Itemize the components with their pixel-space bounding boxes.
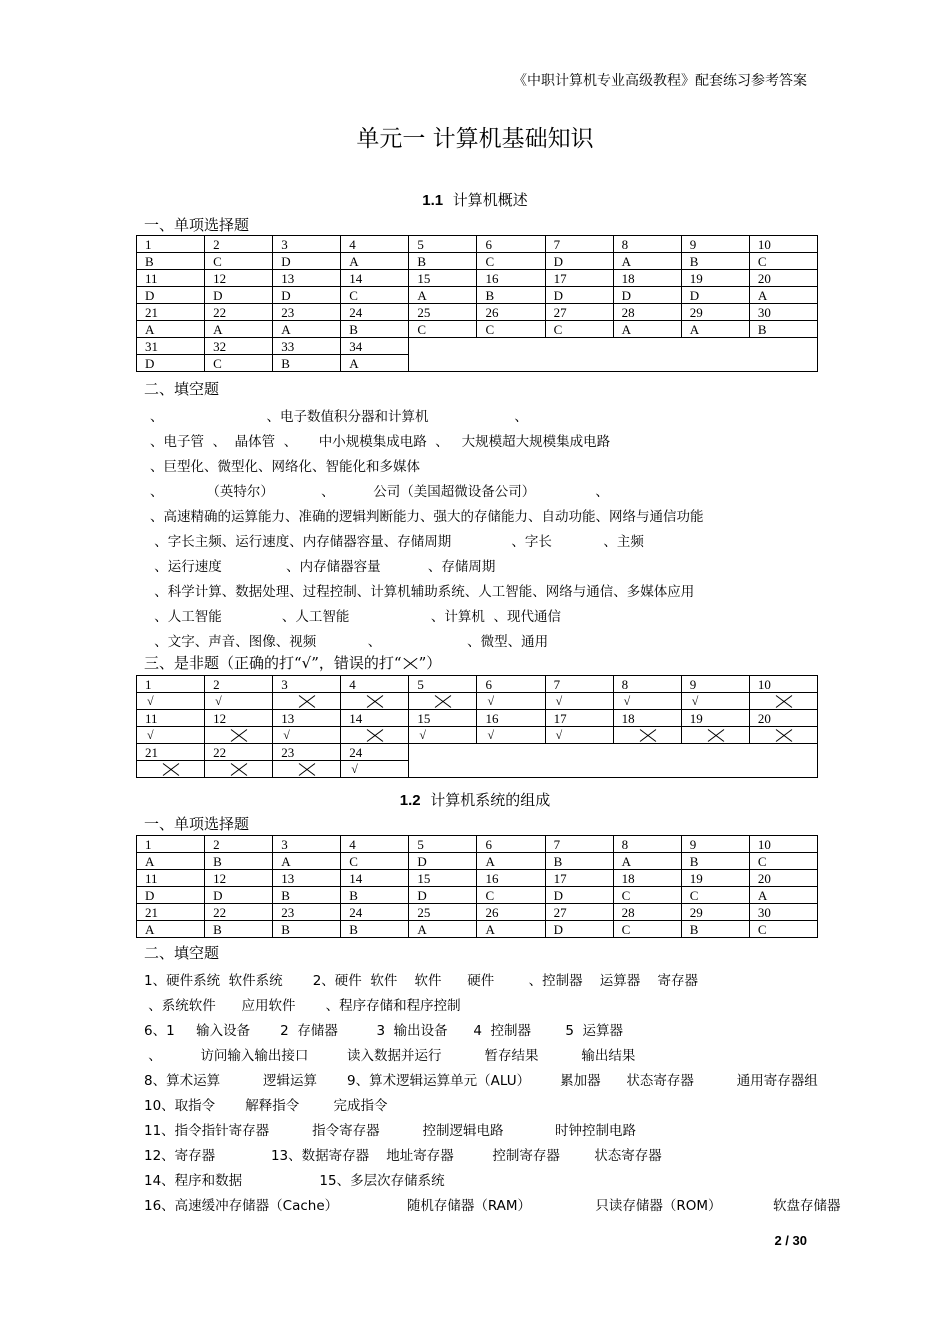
fill-answer-line: 12、寄存器 13、数据寄存器 地址寄存器 控制寄存器 状态寄存器 bbox=[144, 1148, 662, 1164]
table-cell: 2 bbox=[205, 836, 273, 853]
empty-merged-cell bbox=[409, 338, 818, 372]
cross-mark-icon bbox=[775, 695, 792, 708]
section-number: 1.1 bbox=[422, 192, 444, 209]
table-cell: D bbox=[545, 253, 613, 270]
table-cell: 18 bbox=[613, 710, 681, 727]
table-cell: 14 bbox=[341, 270, 409, 287]
table-cell: 16 bbox=[477, 870, 545, 887]
table-cell: 9 bbox=[681, 676, 749, 693]
unit-title: 单元一 计算机基础知识 bbox=[356, 126, 594, 152]
table-cell: D bbox=[545, 921, 613, 938]
table-cell: A bbox=[613, 853, 681, 870]
table-cell: 22 bbox=[205, 904, 273, 921]
table-cell: 6 bbox=[477, 676, 545, 693]
check-mark: √ bbox=[351, 761, 358, 776]
s1-fill-heading: 二、填空题 bbox=[144, 380, 220, 398]
table-cell: C bbox=[205, 253, 273, 270]
check-mark: √ bbox=[555, 727, 563, 742]
table-cell bbox=[341, 761, 409, 778]
table-cell: 31 bbox=[137, 338, 205, 355]
fill-answer-line: 6、1 输入设备 2 存储器 3 输出设备 4 控制器 5 运算器 bbox=[144, 1023, 624, 1039]
table-cell: 10 bbox=[749, 836, 817, 853]
table-cell: 8 bbox=[613, 676, 681, 693]
table-cell bbox=[137, 727, 205, 744]
table-cell: 13 bbox=[273, 870, 341, 887]
table-cell: 4 bbox=[341, 676, 409, 693]
table-cell: 5 bbox=[409, 236, 477, 253]
s1-truefalse-answer-table bbox=[136, 675, 818, 778]
table-cell bbox=[477, 693, 545, 710]
table-cell: B bbox=[273, 921, 341, 938]
table-cell: 10 bbox=[749, 676, 817, 693]
table-cell: B bbox=[545, 853, 613, 870]
table-cell bbox=[137, 761, 205, 778]
table-cell bbox=[545, 727, 613, 744]
table-cell: B bbox=[749, 321, 817, 338]
table-cell: 4 bbox=[341, 836, 409, 853]
table-cell: A bbox=[273, 853, 341, 870]
table-row bbox=[137, 887, 818, 904]
table-row bbox=[137, 921, 818, 938]
running-header: 《中职计算机专业高级教程》配套练习参考答案 bbox=[513, 73, 807, 89]
table-cell: D bbox=[409, 853, 477, 870]
table-cell: 6 bbox=[477, 236, 545, 253]
fill-answer-line: 、运行速度 、内存储器容量 、存储周期 bbox=[150, 559, 496, 575]
cross-mark-icon bbox=[366, 695, 383, 708]
table-cell: B bbox=[273, 887, 341, 904]
check-mark: √ bbox=[147, 727, 154, 742]
table-cell: A bbox=[749, 287, 817, 304]
table-cell: 12 bbox=[205, 710, 273, 727]
table-cell: 11 bbox=[137, 270, 205, 287]
table-cell: 3 bbox=[273, 836, 341, 853]
check-mark: √ bbox=[283, 727, 290, 742]
table-cell bbox=[341, 727, 409, 744]
table-cell: 24 bbox=[341, 744, 409, 761]
table-cell bbox=[341, 693, 409, 710]
table-cell: 13 bbox=[273, 710, 341, 727]
table-cell: B bbox=[341, 321, 409, 338]
table-row bbox=[137, 853, 818, 870]
table-cell: 30 bbox=[749, 304, 817, 321]
table-cell: 27 bbox=[545, 904, 613, 921]
check-mark: √ bbox=[555, 693, 563, 708]
table-cell: 27 bbox=[545, 304, 613, 321]
table-cell: 17 bbox=[545, 870, 613, 887]
section-name: 计算机系统的组成 bbox=[430, 791, 551, 809]
table-cell: A bbox=[341, 355, 409, 372]
table-cell: C bbox=[477, 887, 545, 904]
empty-merged-cell bbox=[409, 744, 818, 778]
table-cell: 22 bbox=[205, 744, 273, 761]
fill-answer-line: 、电子管 、 晶体管 、 中小规模集成电路 、 大规模超大规模集成电路 bbox=[150, 434, 611, 450]
fill-answer-line: 、人工智能 、人工智能 、计算机 、现代通信 bbox=[150, 609, 561, 625]
table-cell: 20 bbox=[749, 710, 817, 727]
table-cell: B bbox=[477, 287, 545, 304]
table-row bbox=[137, 287, 818, 304]
table-cell: D bbox=[205, 887, 273, 904]
cross-mark-icon bbox=[298, 695, 315, 708]
table-cell: 12 bbox=[205, 870, 273, 887]
table-row bbox=[137, 870, 818, 887]
check-mark: √ bbox=[147, 693, 154, 708]
fill-answer-line: 16、高速缓冲存储器（Cache） 随机存储器（RAM） 只读存储器（ROM） 软盘存储器 bbox=[144, 1198, 841, 1214]
table-cell: 15 bbox=[409, 710, 477, 727]
table-row bbox=[137, 904, 818, 921]
table-cell: A bbox=[681, 321, 749, 338]
table-cell: 21 bbox=[137, 304, 205, 321]
table-cell bbox=[205, 693, 273, 710]
table-row bbox=[137, 836, 818, 853]
check-mark: √ bbox=[487, 727, 495, 742]
s1-truefalse-heading: 三、是非题（正确的打“√”，错误的打“ ”） bbox=[144, 654, 442, 672]
table-row bbox=[137, 710, 818, 727]
table-cell bbox=[409, 727, 477, 744]
table-cell: B bbox=[137, 253, 205, 270]
table-cell: 21 bbox=[137, 744, 205, 761]
check-mark: √ bbox=[487, 693, 495, 708]
table-cell: 23 bbox=[273, 304, 341, 321]
table-cell: 28 bbox=[613, 904, 681, 921]
table-cell: C bbox=[749, 853, 817, 870]
table-row bbox=[137, 253, 818, 270]
table-cell: 34 bbox=[341, 338, 409, 355]
check-mark: √ bbox=[215, 693, 222, 708]
table-cell: 8 bbox=[613, 836, 681, 853]
table-cell: 1 bbox=[137, 676, 205, 693]
table-cell: A bbox=[409, 287, 477, 304]
table-cell: C bbox=[545, 321, 613, 338]
fill-answer-line: 、 、电子数值积分器和计算机 、 bbox=[150, 409, 528, 425]
table-cell: 18 bbox=[613, 870, 681, 887]
table-cell: 21 bbox=[137, 904, 205, 921]
table-cell: A bbox=[477, 921, 545, 938]
table-cell bbox=[205, 761, 273, 778]
cross-mark-icon bbox=[434, 695, 451, 708]
table-cell: B bbox=[205, 853, 273, 870]
table-cell: B bbox=[205, 921, 273, 938]
table-cell bbox=[409, 693, 477, 710]
table-cell: 14 bbox=[341, 710, 409, 727]
table-cell: D bbox=[205, 287, 273, 304]
table-cell: C bbox=[749, 921, 817, 938]
table-row bbox=[137, 744, 818, 761]
table-cell: D bbox=[409, 887, 477, 904]
table-cell: 26 bbox=[477, 304, 545, 321]
fill-answer-line: 、 （英特尔） 、 公司（美国超微设备公司） 、 bbox=[150, 484, 609, 500]
table-cell: D bbox=[273, 253, 341, 270]
table-cell: 24 bbox=[341, 304, 409, 321]
cross-mark-icon bbox=[162, 763, 179, 776]
table-cell: C bbox=[409, 321, 477, 338]
table-cell: C bbox=[341, 853, 409, 870]
table-cell: A bbox=[613, 253, 681, 270]
table-cell: A bbox=[613, 321, 681, 338]
table-cell: 11 bbox=[137, 870, 205, 887]
fill-answer-line: 11、指令指针寄存器 指令寄存器 控制逻辑电路 时钟控制电路 bbox=[144, 1123, 636, 1139]
check-mark: √ bbox=[419, 727, 426, 742]
table-cell: D bbox=[545, 887, 613, 904]
fill-answer-line: 、系统软件 应用软件 、程序存储和程序控制 bbox=[144, 998, 461, 1014]
table-cell: C bbox=[341, 287, 409, 304]
cross-mark-icon bbox=[707, 729, 724, 742]
table-cell: D bbox=[137, 355, 205, 372]
table-cell: 16 bbox=[477, 710, 545, 727]
table-cell: 15 bbox=[409, 870, 477, 887]
check-mark: √ bbox=[301, 654, 312, 672]
table-cell: 1 bbox=[137, 236, 205, 253]
table-cell: 5 bbox=[409, 836, 477, 853]
fill-answer-line: 1、硬件系统 软件系统 2、硬件 软件 软件 硬件 、控制器 运算器 寄存器 bbox=[144, 973, 698, 989]
fill-answer-line: 、字长主频、运行速度、内存储器容量、存储周期 、字长 、主频 bbox=[150, 534, 644, 550]
cross-mark-icon bbox=[639, 729, 656, 742]
table-cell: 12 bbox=[205, 270, 273, 287]
table-cell: B bbox=[681, 853, 749, 870]
table-cell: 29 bbox=[681, 904, 749, 921]
table-cell: 19 bbox=[681, 710, 749, 727]
s2-fill-heading: 二、填空题 bbox=[144, 944, 220, 962]
s2-choice-heading: 一、单项选择题 bbox=[144, 815, 250, 833]
table-cell: B bbox=[681, 921, 749, 938]
table-cell: 4 bbox=[341, 236, 409, 253]
table-cell: 24 bbox=[341, 904, 409, 921]
table-cell bbox=[273, 693, 341, 710]
table-cell: 19 bbox=[681, 270, 749, 287]
table-cell: B bbox=[681, 253, 749, 270]
table-cell: D bbox=[137, 887, 205, 904]
table-row bbox=[137, 727, 818, 744]
fill-answer-line: 、科学计算、数据处理、过程控制、计算机辅助系统、人工智能、网络与通信、多媒体应用 bbox=[150, 584, 695, 600]
table-cell: D bbox=[137, 287, 205, 304]
table-cell: B bbox=[273, 355, 341, 372]
table-cell: B bbox=[341, 921, 409, 938]
table-cell: 9 bbox=[681, 836, 749, 853]
table-cell: 1 bbox=[137, 836, 205, 853]
table-cell: B bbox=[341, 887, 409, 904]
table-cell: 7 bbox=[545, 676, 613, 693]
page-number: 2 / 30 bbox=[774, 1233, 807, 1248]
table-cell: 23 bbox=[273, 904, 341, 921]
table-cell: 16 bbox=[477, 270, 545, 287]
table-cell: 10 bbox=[749, 236, 817, 253]
table-cell bbox=[273, 727, 341, 744]
table-cell: D bbox=[545, 287, 613, 304]
table-cell bbox=[749, 727, 817, 744]
section-1-2-heading bbox=[0, 789, 950, 810]
check-mark: √ bbox=[691, 693, 699, 708]
table-cell: 25 bbox=[409, 904, 477, 921]
table-cell bbox=[749, 693, 817, 710]
table-cell: 20 bbox=[749, 870, 817, 887]
cross-mark-icon bbox=[403, 657, 418, 669]
table-row bbox=[137, 338, 818, 355]
table-cell: 14 bbox=[341, 870, 409, 887]
fill-answer-line: 、巨型化、微型化、网络化、智能化和多媒体 bbox=[150, 459, 420, 475]
table-row bbox=[137, 304, 818, 321]
fill-answer-line: 14、程序和数据 15、多层次存储系统 bbox=[144, 1173, 445, 1189]
table-cell: D bbox=[273, 287, 341, 304]
table-cell: A bbox=[477, 853, 545, 870]
section-name: 计算机概述 bbox=[452, 191, 528, 209]
table-cell: 15 bbox=[409, 270, 477, 287]
table-row bbox=[137, 270, 818, 287]
table-cell: 29 bbox=[681, 304, 749, 321]
table-cell: 19 bbox=[681, 870, 749, 887]
section-1-1-heading bbox=[0, 189, 950, 210]
fill-answer-line: 、 访问输入输出接口 读入数据并运行 暂存结果 输出结果 bbox=[144, 1048, 636, 1064]
table-cell: D bbox=[613, 287, 681, 304]
check-mark: √ bbox=[623, 693, 631, 708]
table-cell: 28 bbox=[613, 304, 681, 321]
table-cell: 9 bbox=[681, 236, 749, 253]
table-cell bbox=[681, 693, 749, 710]
fill-answer-line: 10、取指令 解释指令 完成指令 bbox=[144, 1098, 388, 1114]
table-cell: 13 bbox=[273, 270, 341, 287]
s1-choice-heading: 一、单项选择题 bbox=[144, 216, 250, 234]
table-cell bbox=[613, 693, 681, 710]
cross-mark-icon bbox=[230, 763, 247, 776]
cross-mark-icon bbox=[366, 729, 383, 742]
table-cell: A bbox=[409, 921, 477, 938]
table-cell bbox=[477, 727, 545, 744]
cross-mark-icon bbox=[775, 729, 792, 742]
s2-choice-answer-table bbox=[136, 835, 818, 938]
table-row bbox=[137, 676, 818, 693]
table-cell: C bbox=[477, 253, 545, 270]
table-cell: 33 bbox=[273, 338, 341, 355]
table-cell: 3 bbox=[273, 676, 341, 693]
table-cell: A bbox=[205, 321, 273, 338]
table-cell: 7 bbox=[545, 836, 613, 853]
table-cell: 18 bbox=[613, 270, 681, 287]
table-cell: D bbox=[681, 287, 749, 304]
table-cell: 25 bbox=[409, 304, 477, 321]
fill-answer-line: 、高速精确的运算能力、准确的逻辑判断能力、强大的存储能力、自动功能、网络与通信功能 bbox=[150, 509, 704, 525]
table-cell: C bbox=[477, 321, 545, 338]
section-number: 1.2 bbox=[399, 792, 421, 809]
table-cell bbox=[205, 727, 273, 744]
table-cell: A bbox=[341, 253, 409, 270]
table-cell: 7 bbox=[545, 236, 613, 253]
table-cell: C bbox=[681, 887, 749, 904]
table-cell: 3 bbox=[273, 236, 341, 253]
table-row bbox=[137, 321, 818, 338]
table-cell: 30 bbox=[749, 904, 817, 921]
table-cell: 2 bbox=[205, 236, 273, 253]
table-cell bbox=[273, 761, 341, 778]
table-cell: 23 bbox=[273, 744, 341, 761]
table-cell bbox=[681, 727, 749, 744]
table-cell bbox=[613, 727, 681, 744]
table-cell: B bbox=[409, 253, 477, 270]
table-cell: 17 bbox=[545, 270, 613, 287]
table-cell: C bbox=[613, 921, 681, 938]
table-cell: 6 bbox=[477, 836, 545, 853]
table-cell: C bbox=[205, 355, 273, 372]
table-cell: A bbox=[137, 921, 205, 938]
table-cell: 26 bbox=[477, 904, 545, 921]
table-cell bbox=[137, 693, 205, 710]
table-cell: 2 bbox=[205, 676, 273, 693]
table-cell: 20 bbox=[749, 270, 817, 287]
fill-answer-line: 8、算术运算 逻辑运算 9、算术逻辑运算单元（ALU） 累加器 状态寄存器 通用寄存器组 bbox=[144, 1073, 818, 1089]
table-cell: A bbox=[137, 321, 205, 338]
table-cell: C bbox=[613, 887, 681, 904]
table-cell: 22 bbox=[205, 304, 273, 321]
s1-choice-answer-table bbox=[136, 235, 818, 372]
table-cell: 5 bbox=[409, 676, 477, 693]
table-cell: C bbox=[749, 253, 817, 270]
table-cell: 17 bbox=[545, 710, 613, 727]
table-cell: 11 bbox=[137, 710, 205, 727]
cross-mark-icon bbox=[230, 729, 247, 742]
cross-mark-icon bbox=[298, 763, 315, 776]
table-row bbox=[137, 236, 818, 253]
table-cell: A bbox=[137, 853, 205, 870]
table-cell: A bbox=[273, 321, 341, 338]
table-row bbox=[137, 693, 818, 710]
table-cell: 8 bbox=[613, 236, 681, 253]
fill-answer-line: 、文字、声音、图像、视频 、 、微型、通用 bbox=[150, 634, 549, 650]
table-cell bbox=[545, 693, 613, 710]
table-cell: 32 bbox=[205, 338, 273, 355]
table-cell: A bbox=[749, 887, 817, 904]
